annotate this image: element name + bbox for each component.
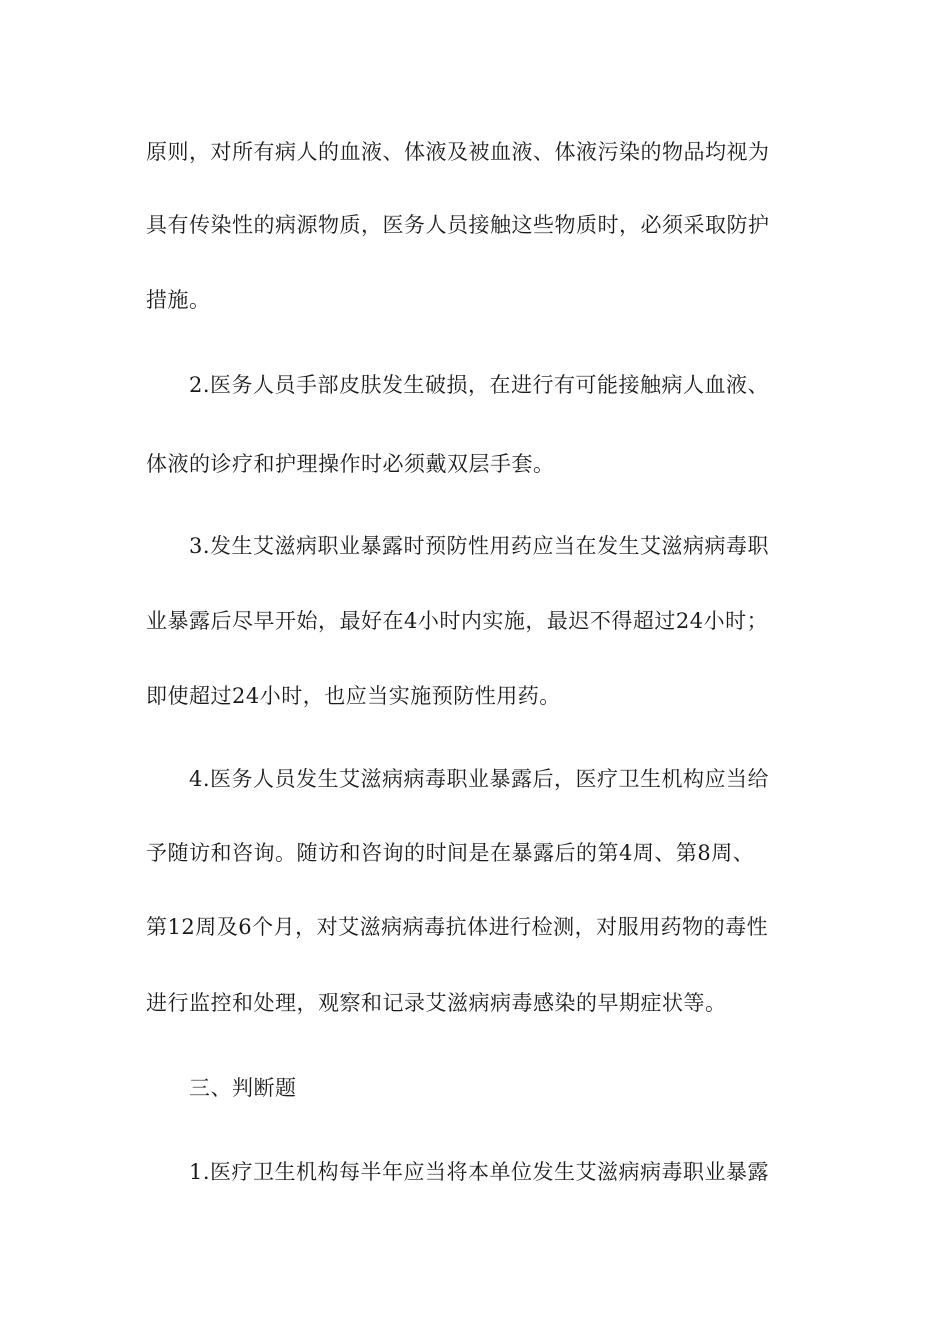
section-heading: 三、判断题 xyxy=(189,1076,297,1100)
text-line: 4.医务人员发生艾滋病病毒职业暴露后，医疗卫生机构应当给 xyxy=(189,767,770,791)
text-line: 1.医疗卫生机构每半年应当将本单位发生艾滋病病毒职业暴露 xyxy=(189,1160,770,1184)
text-line: 第12周及6个月，对艾滋病病毒抗体进行检测，对服用药物的毒性 xyxy=(146,915,769,939)
text-line: 进行监控和处理，观察和记录艾滋病病毒感染的早期症状等。 xyxy=(146,991,727,1015)
text-line: 3.发生艾滋病职业暴露时预防性用药应当在发生艾滋病病毒职 xyxy=(189,534,770,558)
text-line: 即使超过24小时，也应当实施预防性用药。 xyxy=(146,684,561,708)
text-line: 业暴露后尽早开始，最好在4小时内实施，最迟不得超过24小时； xyxy=(146,609,769,633)
text-line: 体液的诊疗和护理操作时必须戴双层手套。 xyxy=(146,452,555,476)
text-line: 予随访和咨询。随访和咨询的时间是在暴露后的第4周、第8周、 xyxy=(146,841,755,865)
text-line: 2.医务人员手部皮肤发生破损，在进行有可能接触病人血液、 xyxy=(189,373,770,397)
text-line: 具有传染性的病源物质，医务人员接触这些物质时，必须采取防护 xyxy=(146,213,770,237)
text-line: 原则，对所有病人的血液、体液及被血液、体液污染的物品均视为 xyxy=(146,140,770,164)
text-line: 措施。 xyxy=(146,288,211,312)
